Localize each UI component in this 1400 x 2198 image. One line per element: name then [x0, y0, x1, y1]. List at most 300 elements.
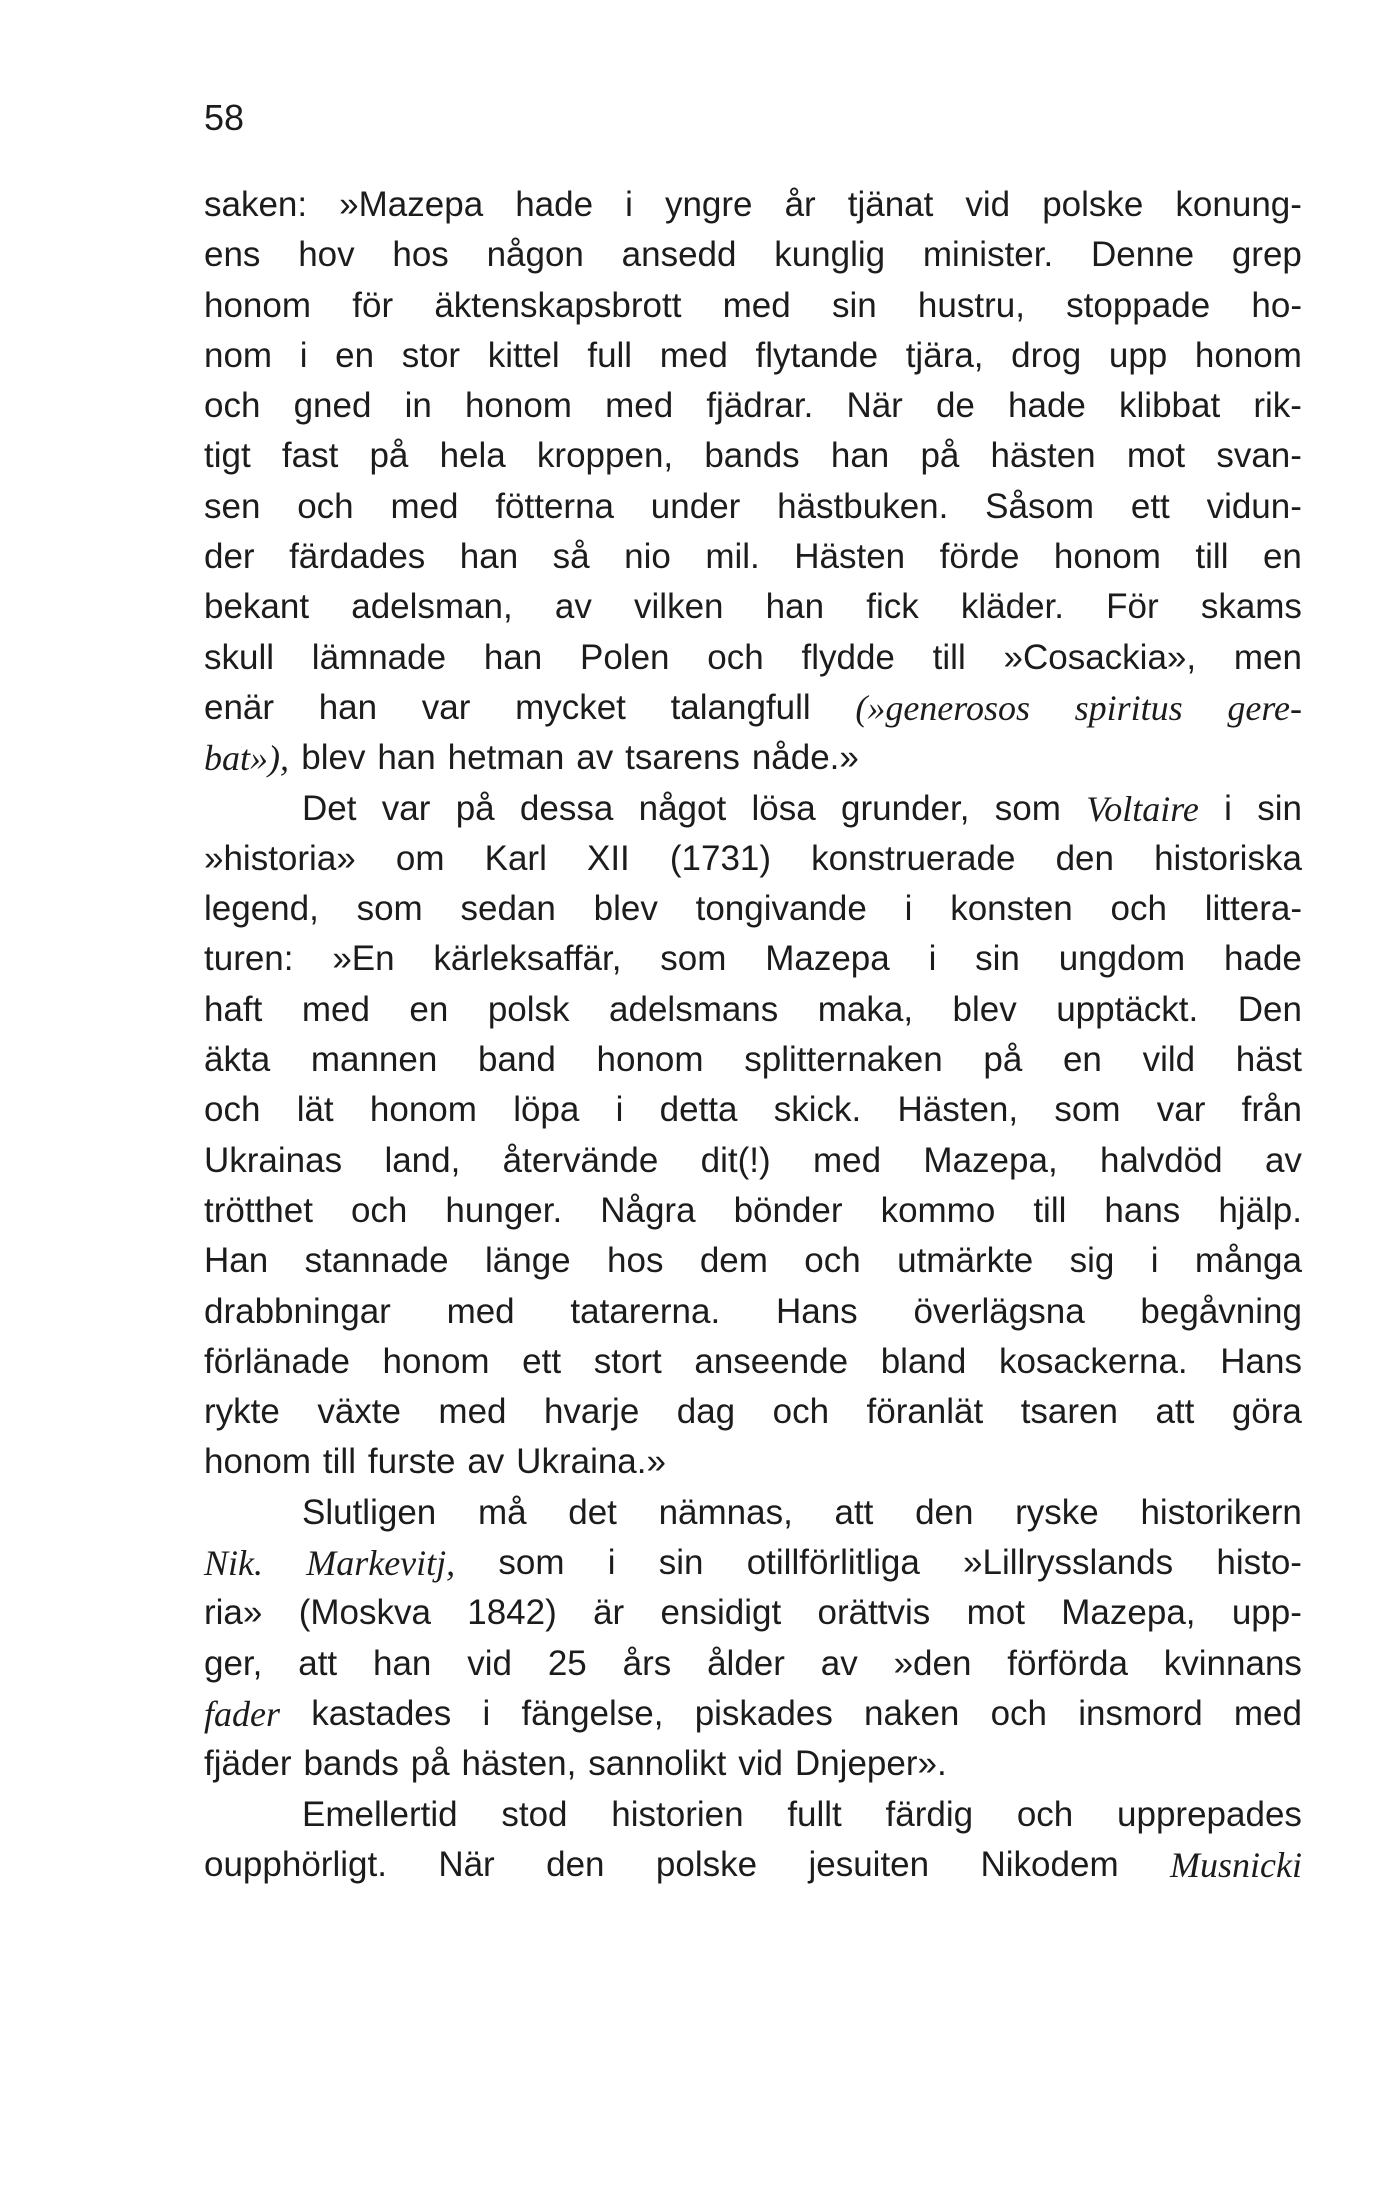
word: flydde — [801, 637, 895, 677]
word: kvinnans — [1163, 1643, 1302, 1683]
word: Mazepa, — [923, 1140, 1058, 1180]
word: med — [446, 1291, 515, 1331]
word: yngre — [664, 185, 753, 224]
word: Mazepa — [765, 939, 890, 979]
word: splitternaken — [744, 1040, 943, 1080]
word: sin — [831, 285, 877, 325]
word: kunglig — [774, 235, 886, 275]
word: vid — [467, 1643, 512, 1683]
word: en — [335, 335, 375, 375]
word: hjälp. — [1218, 1190, 1302, 1230]
word: återvände — [502, 1140, 659, 1180]
word: och — [772, 1392, 830, 1432]
word: enär — [204, 687, 275, 727]
word: »historia» — [204, 838, 356, 878]
word: flytande — [755, 335, 879, 375]
word: honom — [204, 1442, 312, 1482]
word: ger, — [204, 1643, 263, 1683]
word: Hans — [1220, 1341, 1302, 1381]
word: (1731) — [669, 838, 772, 878]
word: Såsom — [985, 486, 1095, 526]
word: bönder — [733, 1190, 843, 1230]
word: Några — [600, 1190, 696, 1230]
word: tigt — [204, 436, 251, 476]
word: »den — [893, 1643, 972, 1683]
word: honom — [1053, 537, 1161, 577]
word: växte — [317, 1392, 401, 1432]
word: full — [587, 335, 633, 375]
word: mannen — [310, 1040, 438, 1080]
word: med — [1233, 1693, 1302, 1733]
text-line — [204, 582, 1302, 632]
word: ett — [522, 1341, 562, 1381]
word: till — [322, 1442, 356, 1482]
word: fängelse, — [521, 1693, 664, 1733]
word: För — [1106, 587, 1159, 627]
word: länge — [485, 1241, 571, 1281]
word: av — [820, 1643, 858, 1683]
text-line — [204, 1136, 1302, 1186]
word: på — [369, 436, 409, 476]
word: honom — [382, 1341, 490, 1381]
word: för — [352, 285, 394, 325]
word: han — [830, 436, 890, 476]
word: trötthet — [204, 1190, 313, 1230]
word: hvarje — [543, 1392, 640, 1432]
word: men — [1233, 637, 1302, 677]
word: med — [438, 1392, 507, 1432]
word: furste — [367, 1442, 456, 1482]
word: sannolikt — [588, 1744, 727, 1784]
word: färdig — [885, 1794, 974, 1834]
word: adelsman, — [351, 587, 513, 627]
word: detta — [659, 1090, 738, 1130]
word: i — [299, 335, 308, 375]
word: gned — [293, 386, 372, 426]
word: sin — [975, 939, 1020, 979]
word: Han — [204, 1241, 269, 1281]
word: kommo — [880, 1190, 996, 1230]
word: hästen, — [461, 1744, 577, 1784]
word: stod — [501, 1794, 568, 1834]
word: hade — [1008, 386, 1086, 426]
word: var — [421, 687, 471, 727]
word: under — [650, 486, 741, 526]
word: upptäckt. — [1056, 989, 1199, 1029]
word: häst — [1235, 1040, 1302, 1080]
word: »En — [332, 939, 395, 979]
word: ålder — [707, 1643, 785, 1683]
word: äktenskapsbrott — [434, 285, 682, 325]
word: äkta — [204, 1040, 271, 1080]
word: haft — [204, 989, 263, 1029]
word: Ukrainas — [204, 1140, 343, 1180]
word: hos — [607, 1241, 664, 1281]
word: tjära, — [905, 335, 984, 375]
word: polske — [1042, 185, 1144, 224]
word: honom — [1194, 335, 1302, 375]
word: tsaren — [1020, 1392, 1118, 1432]
word: Det — [302, 788, 357, 828]
word: naken — [864, 1693, 960, 1733]
text-line — [204, 1387, 1302, 1437]
word: Hästen — [794, 537, 906, 577]
text-line — [204, 1739, 1302, 1789]
word: med — [722, 285, 791, 325]
word: grep — [1231, 235, 1302, 275]
word: och — [990, 1693, 1048, 1733]
word: klibbat — [1119, 386, 1221, 426]
word: i — [607, 1543, 616, 1583]
word: littera- — [1204, 889, 1302, 929]
word: nio — [624, 537, 671, 577]
word: turen: — [204, 939, 294, 979]
word: i — [928, 939, 937, 979]
word: saken: — [204, 185, 308, 224]
word: honom — [369, 1090, 477, 1130]
word: till — [932, 637, 966, 677]
word: honom — [464, 386, 572, 426]
word: vild — [1142, 1040, 1196, 1080]
word: der — [204, 537, 255, 577]
word: dag — [676, 1392, 736, 1432]
word: och — [297, 486, 354, 526]
word: och — [707, 637, 764, 677]
word: hetman — [447, 738, 565, 778]
text-line — [204, 1790, 1302, 1840]
word: till — [1033, 1190, 1067, 1230]
text-line — [204, 784, 1302, 834]
word: hade — [1224, 939, 1302, 979]
text-line — [204, 985, 1302, 1035]
word: vidun- — [1206, 486, 1302, 526]
word: och — [804, 1241, 861, 1281]
text-line — [204, 733, 1302, 783]
word: överlägsna — [913, 1291, 1085, 1331]
word: stoppade — [1066, 285, 1211, 325]
text-line — [204, 431, 1302, 481]
word: ho- — [1251, 285, 1302, 325]
word: det — [568, 1492, 617, 1532]
word: piskades — [694, 1693, 833, 1733]
text-line — [204, 633, 1302, 683]
word: tatarerna. — [570, 1291, 721, 1331]
word: och — [350, 1190, 408, 1230]
text-line — [204, 1538, 1302, 1588]
word: polske — [655, 1844, 758, 1884]
word: upp- — [1231, 1593, 1302, 1633]
word: Slutligen — [302, 1492, 437, 1532]
word: rykte — [204, 1392, 280, 1432]
word: jesuiten — [808, 1844, 930, 1884]
word: historikern — [1140, 1492, 1302, 1532]
word: och — [204, 1090, 261, 1130]
word: nom — [204, 335, 273, 375]
word: många — [1194, 1241, 1302, 1281]
word: att — [1155, 1392, 1195, 1432]
word: skull — [204, 637, 275, 677]
word: sig — [1069, 1241, 1115, 1281]
word: bland — [880, 1341, 967, 1381]
word: maka, — [817, 989, 914, 1029]
text-line — [204, 884, 1302, 934]
word: med — [390, 486, 459, 526]
word: nämnas, — [658, 1492, 793, 1532]
word: hunger. — [445, 1190, 563, 1230]
word: och — [1016, 1794, 1074, 1834]
word: »Lillrysslands — [963, 1543, 1174, 1583]
word: ett — [1130, 486, 1170, 526]
word: ensidigt — [660, 1593, 782, 1633]
word: mycket — [515, 687, 626, 727]
word: och — [1110, 889, 1167, 929]
word: Den — [1237, 989, 1302, 1029]
word: mil. — [705, 537, 760, 577]
word: i — [482, 1693, 491, 1733]
word: och — [204, 386, 261, 426]
word: i — [904, 889, 913, 929]
text-line — [204, 482, 1302, 532]
word: ria» — [204, 1593, 263, 1633]
word: vilken — [634, 587, 724, 627]
word: stannade — [304, 1241, 449, 1281]
word: Markevitj, — [306, 1543, 456, 1584]
word: sen — [204, 486, 261, 526]
word: fast — [281, 436, 339, 476]
word: grunder, — [841, 788, 970, 828]
text-line — [204, 1689, 1302, 1739]
word: med — [659, 335, 728, 375]
word: han — [373, 1643, 432, 1683]
word: band — [477, 1040, 556, 1080]
word: legend, — [204, 889, 319, 929]
word: på — [920, 436, 960, 476]
word: polsk — [487, 989, 570, 1029]
word: mot — [1126, 436, 1186, 476]
word: Voltaire — [1086, 788, 1199, 829]
word: års — [622, 1643, 672, 1683]
word: honom — [204, 285, 312, 325]
word: kläder. — [960, 587, 1064, 627]
word: var — [1156, 1090, 1206, 1130]
text-line — [204, 1437, 1302, 1487]
word: lät — [296, 1090, 334, 1130]
word: han — [318, 687, 378, 727]
word: med — [813, 1140, 882, 1180]
text-line — [204, 1639, 1302, 1689]
word: vid — [965, 185, 1011, 224]
word: i — [1150, 1241, 1159, 1281]
text-line — [204, 230, 1302, 280]
word: bat»), — [204, 738, 289, 779]
word: den — [915, 1492, 974, 1532]
word: Emellertid — [302, 1794, 458, 1834]
word: löpa — [513, 1090, 580, 1130]
word: att — [298, 1643, 338, 1683]
body-text — [204, 180, 1302, 1890]
word: mot — [966, 1593, 1025, 1633]
word: de — [935, 386, 975, 426]
word: (»generosos — [855, 687, 1030, 728]
text-line — [204, 1588, 1302, 1638]
word: Mazepa, — [1061, 1593, 1196, 1633]
word: var — [381, 788, 431, 828]
word: När — [438, 1844, 495, 1884]
word: upp — [1108, 335, 1168, 375]
word: fullt — [787, 1794, 842, 1834]
word: blev — [593, 889, 658, 929]
word: av — [576, 738, 614, 778]
word: stort — [593, 1341, 662, 1381]
word: Dnjeper». — [794, 1744, 947, 1784]
word: konung- — [1175, 185, 1302, 224]
word: en — [409, 989, 449, 1029]
word: Denne — [1090, 235, 1195, 275]
word: en — [1262, 537, 1302, 577]
word: med — [605, 386, 674, 426]
word: som — [1054, 1090, 1121, 1130]
word: i — [625, 185, 633, 224]
word: fader — [204, 1693, 280, 1734]
word: spiritus — [1074, 687, 1183, 728]
word: kärleksaffär, — [433, 939, 622, 979]
word: fick — [866, 587, 919, 627]
word: Hästen, — [897, 1090, 1019, 1130]
word: kittel — [487, 335, 560, 375]
word: sin — [658, 1543, 704, 1583]
word: otillförlitliga — [746, 1543, 920, 1583]
word: från — [1241, 1090, 1302, 1130]
word: utmärkte — [897, 1241, 1034, 1281]
word: han — [459, 537, 519, 577]
word: av — [467, 1442, 505, 1482]
text-line — [204, 1337, 1302, 1387]
word: histo- — [1216, 1543, 1302, 1583]
word: tjänat — [847, 185, 934, 224]
word: göra — [1231, 1392, 1302, 1432]
text-line — [204, 1287, 1302, 1337]
word: dessa — [519, 788, 614, 828]
text-line — [204, 1488, 1302, 1538]
word: dem — [699, 1241, 768, 1281]
word: kroppen, — [536, 436, 674, 476]
word: på — [983, 1040, 1023, 1080]
word: 1842) — [467, 1593, 557, 1633]
word: orättvis — [817, 1593, 931, 1633]
word: han — [483, 637, 543, 677]
word: Nik. — [204, 1543, 263, 1584]
word: »Cosackia», — [1003, 637, 1197, 677]
word: i — [1224, 788, 1232, 828]
word: färdades — [289, 537, 426, 577]
word: hästbuken. — [777, 486, 949, 526]
word: i — [615, 1090, 624, 1130]
word: drabbningar — [204, 1291, 391, 1331]
word: må — [477, 1492, 527, 1532]
word: är — [593, 1593, 625, 1633]
word: begåvning — [1140, 1291, 1302, 1331]
word: fötterna — [495, 486, 615, 526]
word: Polen — [580, 637, 670, 677]
word: XII — [586, 838, 630, 878]
word: ryske — [1015, 1492, 1099, 1532]
word: han — [765, 587, 825, 627]
word: bands — [303, 1744, 399, 1784]
word: historiska — [1154, 838, 1302, 878]
word: halvdöd — [1100, 1140, 1223, 1180]
word: oupphörligt. — [204, 1844, 387, 1884]
text-line — [204, 1840, 1302, 1890]
word: den — [1055, 838, 1114, 878]
text-line — [204, 934, 1302, 984]
word: drog — [1011, 335, 1082, 375]
word: gere- — [1227, 687, 1302, 728]
word: Hans — [775, 1291, 858, 1331]
word: Ukraina.» — [516, 1442, 666, 1482]
word: Karl — [484, 838, 547, 878]
word: lämnade — [311, 637, 447, 677]
word: konstruerade — [811, 838, 1016, 878]
word: anseende — [694, 1341, 849, 1381]
word: tsarens — [625, 738, 740, 778]
word: historien — [611, 1794, 744, 1834]
word: tongivande — [695, 889, 867, 929]
word: kosackerna. — [998, 1341, 1188, 1381]
word: föranlät — [866, 1392, 984, 1432]
word: på — [410, 1744, 450, 1784]
text-line — [204, 1186, 1302, 1236]
word: minister. — [922, 235, 1054, 275]
word: något — [638, 788, 727, 828]
word: kastades — [311, 1693, 452, 1733]
word: år — [784, 185, 816, 224]
word: hov — [298, 235, 355, 275]
word: sin — [1257, 788, 1302, 828]
word: När — [846, 386, 903, 426]
word: »Mazepa — [339, 185, 484, 224]
word: sedan — [460, 889, 556, 929]
word: på — [455, 788, 495, 828]
word: insmord — [1078, 1693, 1203, 1733]
word: lösa — [751, 788, 816, 828]
word: ungdom — [1058, 939, 1186, 979]
word: rik- — [1253, 386, 1302, 426]
word: dit(!) — [700, 1140, 771, 1180]
text-line — [204, 180, 1302, 230]
word: Musnicki — [1170, 1844, 1302, 1885]
word: med — [301, 989, 370, 1029]
word: (Moskva — [298, 1593, 431, 1633]
word: blev — [952, 989, 1017, 1029]
word: förförda — [1007, 1643, 1128, 1683]
word: blev — [301, 738, 366, 778]
word: bekant — [204, 587, 310, 627]
text-line — [204, 683, 1302, 733]
word: förde — [939, 537, 1020, 577]
word: om — [395, 838, 445, 878]
word: vid — [738, 1744, 784, 1784]
text-line — [204, 331, 1302, 381]
word: adelsmans — [609, 989, 779, 1029]
word: konsten — [950, 889, 1073, 929]
word: hästen — [990, 436, 1096, 476]
word: den — [546, 1844, 605, 1884]
word: nåde.» — [751, 738, 859, 778]
word: ansedd — [621, 235, 737, 275]
text-line — [204, 1085, 1302, 1135]
word: en — [1062, 1040, 1102, 1080]
word: stor — [401, 335, 461, 375]
